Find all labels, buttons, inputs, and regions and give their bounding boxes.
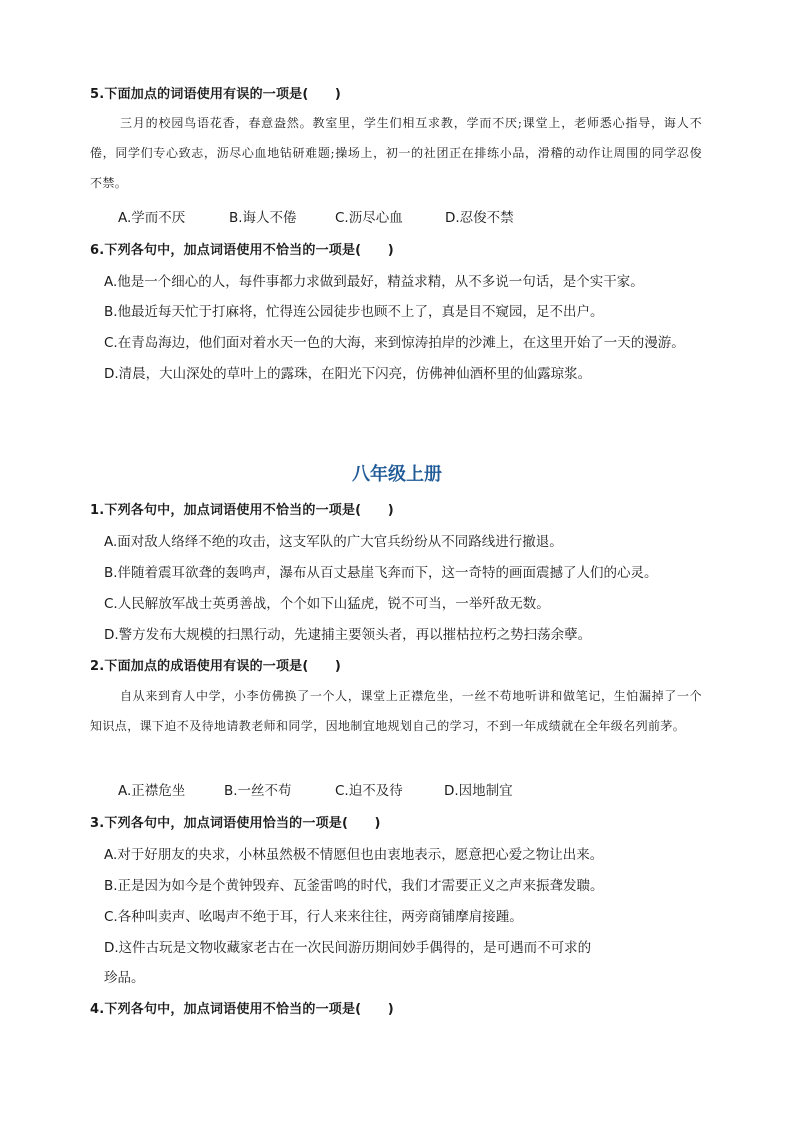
section-question-2-choice-c: C.迫不及待 xyxy=(335,783,403,799)
section-question-3-option-c: C.各种叫卖声、吆喝声不绝于耳，行人来来往往，两旁商铺摩肩接踵。 xyxy=(104,909,523,925)
question-5-passage: 三月的校园鸟语花香，春意盎然。教室里，学生们相互求教，学而不厌;课堂上，老师悉心指导，诲人不倦，同学们专心致志，沥尽心血地钻研难题;操场上，初一的社团正在排练小品，滑稽的动作让周围的同学忍俊不禁。 xyxy=(90,116,702,190)
section-question-4-title: 4.下列各句中，加点词语使用不恰当的一项是( ) xyxy=(90,1002,394,1017)
section-question-3-title: 3.下列各句中，加点词语使用恰当的一项是( ) xyxy=(90,816,381,831)
section-question-1-option-c: C.人民解放军战士英勇善战，个个如下山猛虎，锐不可当，一举歼敌无数。 xyxy=(104,596,550,612)
question-6-title: 6.下列各句中，加点词语使用不恰当的一项是( ) xyxy=(90,243,394,258)
section-question-1-title: 1.下列各句中，加点词语使用不恰当的一项是( ) xyxy=(90,503,394,518)
question-6-option-d: D.清晨，大山深处的草叶上的露珠，在阳光下闪亮，仿佛神仙酒杯里的仙露琼浆。 xyxy=(104,366,592,382)
section-question-1-option-b: B.伴随着震耳欲聋的轰鸣声，瀑布从百丈悬崖飞奔而下，这一奇特的画面震撼了人们的心灵。 xyxy=(104,565,658,581)
section-question-2-choice-a: A.正襟危坐 xyxy=(118,783,186,799)
section-question-3-option-d: D.这件古玩是文物收藏家老古在一次民间游历期间妙手偶得的，是可遇而不可求的 xyxy=(104,940,592,956)
section-question-3-option-a: A.对于好朋友的央求，小林虽然极不情愿但也由衷地表示，愿意把心爱之物让出来。 xyxy=(104,847,604,863)
section-question-1-option-d: D.警方发布大规模的扫黑行动，先逮捕主要领头者，再以摧枯拉朽之势扫荡余孽。 xyxy=(104,627,592,643)
section-question-1-option-a: A.面对敌人络绎不绝的攻击，这支军队的广大官兵纷纷从不同路线进行撤退。 xyxy=(104,534,563,550)
question-5-choice-d: D.忍俊不禁 xyxy=(445,210,514,226)
question-5-choice-b: B.诲人不倦 xyxy=(229,210,297,226)
question-5-choice-a: A.学而不厌 xyxy=(118,210,186,226)
question-6-option-a: A.他是一个细心的人，每件事都力求做到最好，精益求精，从不多说一句话，是个实干家。 xyxy=(104,274,644,290)
question-5-choice-c: C.沥尽心血 xyxy=(335,210,403,226)
question-6-option-c: C.在青岛海边，他们面对着水天一色的大海，来到惊涛拍岸的沙滩上，在这里开始了一天的漫游。 xyxy=(104,335,685,351)
section-question-2-choice-b: B.一丝不苟 xyxy=(224,783,292,799)
section-question-3-option-d-continued: 珍品。 xyxy=(104,970,145,986)
question-6-option-b: B.他最近每天忙于打麻将，忙得连公园徒步也顾不上了，真是目不窥园，足不出户。 xyxy=(104,304,604,320)
section-question-3-option-b: B.正是因为如今是个黄钟毁弃、瓦釜雷鸣的时代，我们才需要正义之声来振聋发聩。 xyxy=(104,878,604,894)
section-question-2-passage: 自从来到育人中学，小李仿佛换了一个人，课堂上正襟危坐，一丝不苟地听讲和做笔记，生怕漏掉了一个知识点，课下迫不及待地请教老师和同学，因地制宜地规划自己的学习，不到一年成绩就在全年级名列前茅。 xyxy=(90,689,702,733)
question-5-title: 5.下面加点的词语使用有误的一项是( ) xyxy=(90,87,342,102)
section-question-2-title: 2.下面加点的成语使用有误的一项是( ) xyxy=(90,659,342,674)
section-heading: 八年级上册 xyxy=(352,464,442,485)
section-question-2-choice-d: D.因地制宜 xyxy=(444,783,513,799)
